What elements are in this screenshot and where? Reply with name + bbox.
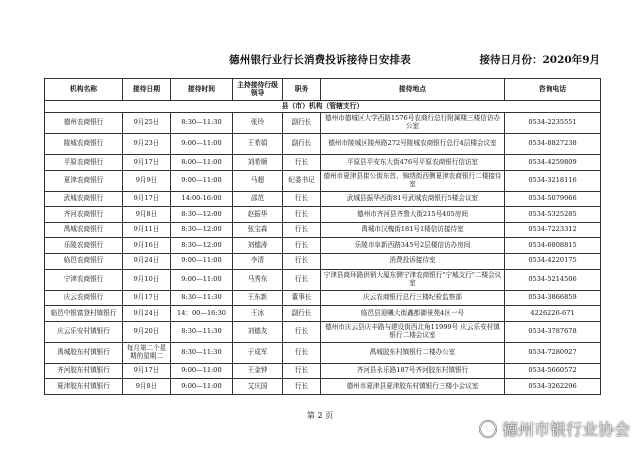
phone-cell: 0534-5325285 [505, 207, 601, 223]
header-cell: 接待时间 [171, 79, 233, 101]
date-cell: 9月23日 [123, 134, 171, 155]
position-cell: 行长 [283, 342, 321, 363]
bank-name-cell: 陵城农商银行 [45, 134, 123, 155]
date-cell: 每月第二个星期的星期二 [123, 342, 171, 363]
phone-cell: 0534-3787678 [505, 321, 601, 342]
leader-cell: 马超 [233, 170, 283, 191]
phone-cell: 0534-5660572 [505, 363, 601, 379]
location-cell: 宁津县商环路供销大厦东侧宁津农商银行"宁城支行"二楼会议室 [321, 269, 505, 290]
time-cell: 9:00—11:00 [171, 170, 233, 191]
page-number: 第 2 页 [306, 411, 334, 420]
phone-cell: 0534-5079066 [505, 191, 601, 207]
location-cell: 庆云农商银行总行三楼纪检监察部 [321, 290, 505, 306]
bank-name-cell: 庆云乐安村镇银行 [45, 321, 123, 342]
position-cell: 行长 [283, 379, 321, 395]
time-cell: 9:00—11:00 [171, 134, 233, 155]
location-cell: 德州市夏津县崔公街东首、锦绣街西侧夏津农商银行二楼接待室 [321, 170, 505, 191]
position-cell: 行长 [283, 321, 321, 342]
date-cell: 9月10日 [123, 269, 171, 290]
bank-name-cell: 临邑中银富登村镇银行 [45, 306, 123, 322]
date-cell: 9月17日 [123, 290, 171, 306]
time-cell: 9:00—11:00 [171, 379, 233, 395]
location-cell: 乐陵市阜新西路345号2层楼信访办房间 [321, 238, 505, 254]
bank-name-cell: 德州农商银行 [45, 113, 123, 134]
table-row [45, 170, 601, 191]
location-cell: 德州市夏津县夏津胶东村镇银行三楼小会议室 [321, 379, 505, 395]
bank-name-cell: 临邑农商银行 [45, 253, 123, 269]
wechat-channel-icon [478, 419, 498, 439]
bank-name-cell: 禹城胶东村镇银行 [45, 342, 123, 363]
date-cell: 9月17日 [123, 155, 171, 171]
time-cell: 8:30—11:30 [171, 290, 233, 306]
time-cell: 8:30—11:30 [171, 342, 233, 363]
position-cell: 行长 [283, 155, 321, 171]
position-cell: 行长 [283, 222, 321, 238]
phone-cell: 0534-7223312 [505, 222, 601, 238]
bank-name-cell: 齐河胶东村镇银行 [45, 363, 123, 379]
date-cell: 9月9日 [123, 170, 171, 191]
date-cell: 9月8日 [123, 379, 171, 395]
watermark-text: 德州市银行业协会 [501, 420, 630, 439]
bank-name-cell: 庆云农商银行 [45, 290, 123, 306]
leader-cell: 艾庆国 [233, 379, 283, 395]
leader-cell: 赵振华 [233, 207, 283, 223]
phone-cell: 0534-6808815 [505, 238, 601, 254]
header-cell: 咨询电话 [505, 79, 601, 101]
table-row [45, 321, 601, 342]
location-cell: 禹城市汉槐街181号1楼信访接待室 [321, 222, 505, 238]
phone-cell: 0534-3262296 [505, 379, 601, 395]
phone-cell: 0534-4259809 [505, 155, 601, 171]
location-cell: 临邑县迎曦大街鑫都御景苑4区一号 [321, 306, 505, 322]
month-label: 接待日月份：2020年9月 [479, 54, 600, 66]
header-cell: 接待日期 [123, 79, 171, 101]
table-row [45, 238, 601, 254]
table-row [45, 134, 601, 155]
phone-cell: 0534-3866859 [505, 290, 601, 306]
leader-cell: 王希娟 [233, 134, 283, 155]
time-cell: 8:30—12:00 [171, 222, 233, 238]
position-cell: 副行长 [283, 134, 321, 155]
phone-cell: 0534-2235551 [505, 113, 601, 134]
document-title: 德州银行业行长消费投诉接待日安排表 [229, 54, 411, 66]
phone-cell: 4226226-671 [505, 306, 601, 322]
leader-cell: 马秀东 [233, 269, 283, 290]
bank-name-cell: 夏津农商银行 [45, 170, 123, 191]
time-cell: 8:30—12:00 [171, 238, 233, 254]
date-cell: 9月25日 [123, 113, 171, 134]
position-cell: 行长 [283, 363, 321, 379]
position-cell: 副行长 [283, 306, 321, 322]
leader-cell: 刘德友 [233, 321, 283, 342]
time-cell: 9:00—11:00 [171, 253, 233, 269]
watermark [478, 417, 630, 440]
leader-cell: 李清 [233, 253, 283, 269]
leader-cell: 邵范 [233, 191, 283, 207]
leader-cell: 王冰 [233, 306, 283, 322]
header-cell: 机构名称 [45, 79, 123, 101]
header-cell: 职务 [283, 79, 321, 101]
location-cell: 武城县振华西街81号武城农商银行5楼会议室 [321, 191, 505, 207]
table-row [45, 253, 601, 269]
position-cell: 行长 [283, 269, 321, 290]
date-cell: 9月11日 [123, 222, 171, 238]
position-cell: 行长 [283, 191, 321, 207]
time-cell: 8:30—11:30 [171, 321, 233, 342]
bank-name-cell: 禹城农商银行 [45, 222, 123, 238]
time-cell: 9:00—11:00 [171, 363, 233, 379]
location-cell: 平原县平安东大街476号平原农商银行信访室 [321, 155, 505, 171]
time-cell: 8:00—11:00 [171, 155, 233, 171]
leader-cell: 王金钟 [233, 363, 283, 379]
date-cell: 9月8日 [123, 207, 171, 223]
header-cell: 主持接待行级领导 [233, 79, 283, 101]
position-cell: 行长 [283, 253, 321, 269]
schedule-table [44, 78, 601, 395]
date-cell: 9月16日 [123, 238, 171, 254]
phone-cell: 0534-8827238 [505, 134, 601, 155]
position-cell: 纪委书记 [283, 170, 321, 191]
bank-name-cell: 平原农商银行 [45, 155, 123, 171]
position-cell: 行长 [283, 207, 321, 223]
date-cell: 9月24日 [123, 253, 171, 269]
position-cell: 副行长 [283, 113, 321, 134]
bank-name-cell: 宁津农商银行 [45, 269, 123, 290]
table-row [45, 342, 601, 363]
table-row [45, 306, 601, 322]
location-cell: 消费投诉接待室 [321, 253, 505, 269]
section-row [45, 101, 601, 113]
location-cell: 德州市齐河县齐鲁大街215号405房间 [321, 207, 505, 223]
location-cell: 齐河县永乐路187号齐河胶东村镇银行 [321, 363, 505, 379]
leader-cell: 王东新 [233, 290, 283, 306]
location-cell: 德州市德城区大学西路1576号农商行总行附属楼三楼信访办公室 [321, 113, 505, 134]
date-cell: 9月17日 [123, 191, 171, 207]
leader-cell: 张宝森 [233, 222, 283, 238]
bank-name-cell: 乐陵农商银行 [45, 238, 123, 254]
time-cell: 8:30—12:00 [171, 207, 233, 223]
table-row [45, 113, 601, 134]
section-label: 县（市）机构（管辖支行） [45, 101, 601, 113]
header-row [45, 79, 601, 101]
phone-cell: 0534-5214506 [505, 269, 601, 290]
time-cell: 9:00—11:00 [171, 269, 233, 290]
leader-cell: 于成军 [233, 342, 283, 363]
table-row [45, 269, 601, 290]
location-cell: 德州市陵城区陵州路272号陵城农商银行总行4层楼会议室 [321, 134, 505, 155]
location-cell: 德州市庆云县庆丰路与建设街西北角11999号 庆云乐安村镇银行二楼会议室 [321, 321, 505, 342]
time-cell: 8:30—11:30 [171, 113, 233, 134]
title-row [40, 52, 600, 68]
header-cell: 接待地点 [321, 79, 505, 101]
phone-cell: 0534-7280927 [505, 342, 601, 363]
table-row [45, 207, 601, 223]
position-cell: 董事长 [283, 290, 321, 306]
leader-cell: 刘德涛 [233, 238, 283, 254]
table-row [45, 379, 601, 395]
leader-cell: 张玲 [233, 113, 283, 134]
phone-cell: 0534-4220175 [505, 253, 601, 269]
position-cell: 行长 [283, 238, 321, 254]
bank-name-cell: 武城农商银行 [45, 191, 123, 207]
date-cell: 9月17日 [123, 363, 171, 379]
bank-name-cell: 齐河农商银行 [45, 207, 123, 223]
date-cell: 9月24日 [123, 306, 171, 322]
table-row [45, 191, 601, 207]
time-cell: 14：00—16:30 [171, 306, 233, 322]
location-cell: 禹城胶东村镇银行二楼办公室 [321, 342, 505, 363]
leader-cell: 刘希顺 [233, 155, 283, 171]
time-cell: 14:00-16:00 [171, 191, 233, 207]
table-row [45, 290, 601, 306]
bank-name-cell: 夏津胶东村镇银行 [45, 379, 123, 395]
table-row [45, 155, 601, 171]
date-cell: 9月20日 [123, 321, 171, 342]
table-row [45, 363, 601, 379]
table-row [45, 222, 601, 238]
phone-cell: 0534-3218116 [505, 170, 601, 191]
